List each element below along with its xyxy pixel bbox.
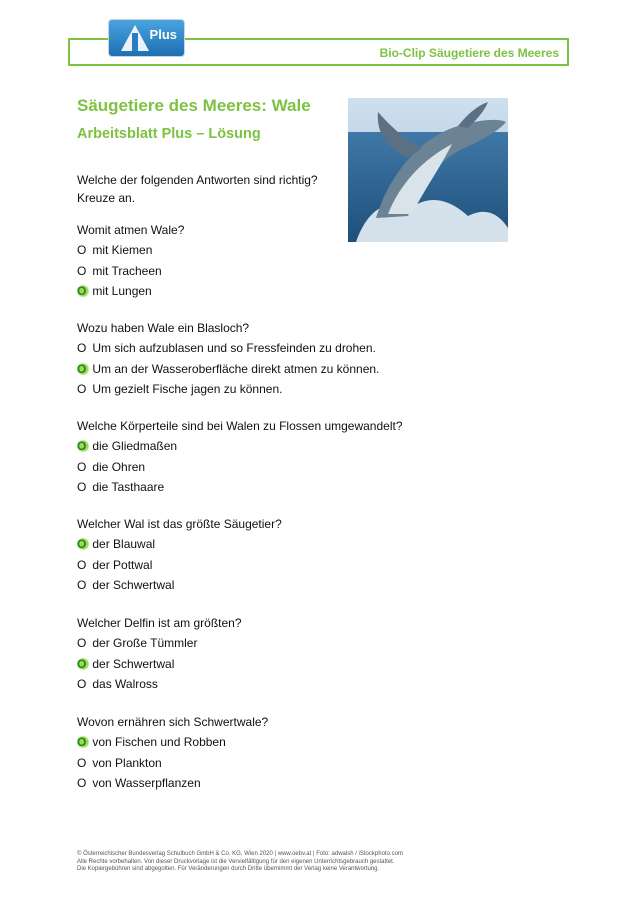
question-text: Wovon ernähren sich Schwertwale? (77, 715, 269, 729)
question-text: Wozu haben Wale ein Blasloch? (77, 321, 250, 335)
answer-option[interactable] (77, 675, 242, 696)
answer-text: von Wasserpflanzen (92, 776, 201, 790)
answer-text: Um sich aufzublasen und so Fressfeinden zu drohen. (92, 341, 376, 355)
answer-text: das Walross (92, 677, 158, 691)
answer-option-correct[interactable] (77, 733, 268, 754)
answer-option[interactable] (77, 774, 268, 795)
answer-option[interactable] (77, 556, 282, 577)
checked-marker-icon[interactable]: O (77, 360, 89, 378)
page-title: Säugetiere des Meeres: Wale (77, 96, 311, 115)
answer-text: Um an der Wasseroberfläche direkt atmen zu können. (92, 361, 380, 376)
question-5 (77, 614, 242, 696)
answer-option[interactable] (77, 380, 379, 401)
answer-option[interactable] (77, 262, 184, 283)
answer-text: der Blauwal (92, 537, 156, 551)
answer-option[interactable] (77, 478, 403, 499)
whale-photo (348, 98, 508, 242)
instructions (77, 171, 318, 207)
checked-marker-icon[interactable]: O (77, 733, 89, 751)
triangle-logo-icon (119, 23, 151, 53)
question-text: Welche Körperteile sind bei Walen zu Flossen umgewandelt? (77, 419, 403, 433)
checkbox-marker[interactable]: O (77, 459, 87, 474)
answer-option[interactable] (77, 339, 379, 360)
question-2 (77, 319, 379, 401)
answer-option-correct[interactable] (77, 437, 403, 458)
answer-option[interactable] (77, 634, 242, 655)
checkbox-marker[interactable]: O (77, 263, 87, 278)
logo-label: Plus (149, 27, 177, 42)
answer-text: mit Tracheen (92, 263, 162, 278)
checkbox-marker[interactable]: O (77, 776, 87, 790)
question-4 (77, 515, 282, 597)
series-title: Bio-Clip Säugetiere des Meeres (379, 46, 559, 60)
answer-text: der Schwertwal (92, 656, 175, 671)
instructions-line: Kreuze an. (77, 191, 136, 205)
answer-text: die Gliedmaßen (92, 439, 178, 453)
checked-marker-icon[interactable]: O (77, 282, 89, 300)
question-1 (77, 221, 184, 303)
checkbox-marker[interactable]: O (77, 341, 87, 355)
checkbox-marker[interactable]: O (77, 480, 87, 494)
answer-text: Um gezielt Fische jagen zu können. (92, 382, 283, 396)
page-subtitle: Arbeitsblatt Plus – Lösung (77, 126, 261, 142)
answer-option-correct[interactable] (77, 655, 242, 676)
answer-option[interactable] (77, 576, 282, 597)
answer-text: mit Lungen (92, 284, 152, 298)
checkbox-marker[interactable]: O (77, 578, 87, 592)
answer-option[interactable] (77, 754, 268, 775)
question-6 (77, 713, 268, 795)
answer-option[interactable] (77, 458, 403, 479)
footer-line: © Österreichischer Bundesverlag Schulbuch GmbH & Co. KG, Wien 2020 | www.oebv.at | Foto: adwalsh / iStockphoto.com (77, 851, 403, 857)
copyright-footer (77, 851, 557, 874)
checked-marker-icon[interactable]: O (77, 655, 89, 673)
answer-text: der Pottwal (92, 557, 153, 572)
checkbox-marker[interactable]: O (77, 677, 87, 691)
question-text: Welcher Wal ist das größte Säugetier? (77, 517, 282, 531)
answer-option[interactable] (77, 241, 184, 262)
answer-text: die Ohren (92, 459, 146, 474)
answer-option-correct[interactable] (77, 360, 379, 381)
question-text: Welcher Delfin ist am größten? (77, 616, 242, 630)
answer-text: mit Kiemen (92, 243, 153, 257)
checked-marker-icon[interactable]: O (77, 535, 89, 553)
checkbox-marker[interactable]: O (77, 755, 87, 770)
plus-logo (108, 19, 185, 57)
checkbox-marker[interactable]: O (77, 636, 87, 650)
question-text: Womit atmen Wale? (77, 223, 185, 237)
checked-marker-icon[interactable]: O (77, 437, 89, 455)
answer-text: von Plankton (92, 755, 162, 770)
footer-line: Die Kopiergebühren sind abgegolten. Für Veränderungen durch Dritte übernimmt der Verlag keine Verantwortung. (77, 866, 380, 873)
answer-text: der Schwertwal (92, 578, 175, 592)
checkbox-marker[interactable]: O (77, 557, 87, 572)
instructions-line: Welche der folgenden Antworten sind richtig? (77, 173, 318, 187)
footer-line: Alle Rechte vorbehalten. Von dieser Druckvorlage ist die Vervielfältigung für den eigenen Unterrichtsgebrauch gestattet. (77, 858, 395, 865)
answer-text: von Fischen und Robben (92, 735, 226, 749)
answer-option-correct[interactable] (77, 535, 282, 556)
question-3 (77, 417, 403, 499)
checkbox-marker[interactable]: O (77, 382, 87, 396)
answer-text: die Tasthaare (92, 480, 165, 494)
answer-text: der Große Tümmler (92, 636, 198, 650)
answer-option-correct[interactable] (77, 282, 184, 303)
checkbox-marker[interactable]: O (77, 243, 87, 257)
